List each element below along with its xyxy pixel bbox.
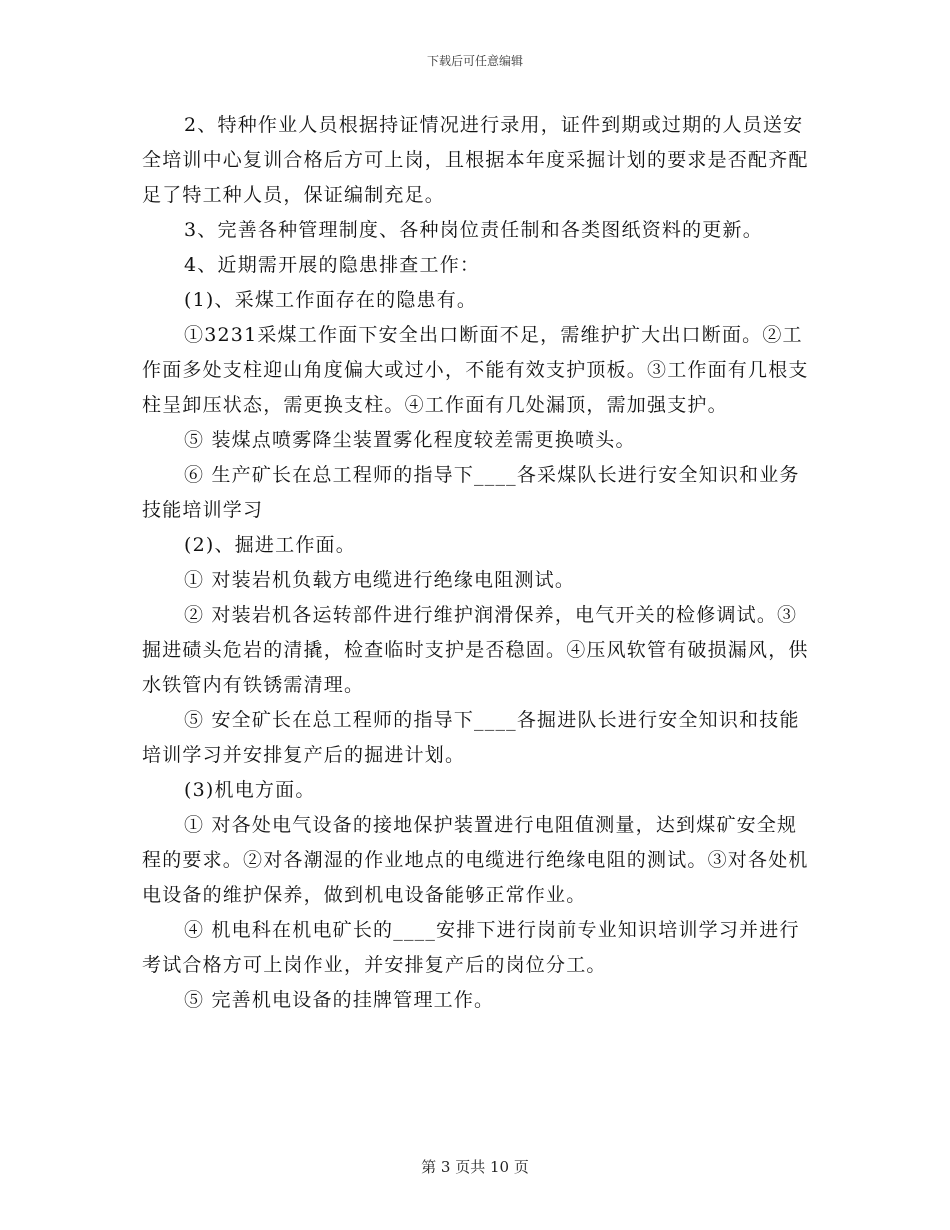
paragraph-electromechanical-training: ④ 机电科在机电矿长的____安排下进行岗前专业知识培训学习并进行考试合格方可上岗作业，并安排复产后的岗位分工。: [142, 919, 800, 976]
paragraph-safety-training: ⑤ 安全矿长在总工程师的指导下____各掘进队长进行安全知识和技能培训学习并安排复产后的掘进计划。: [142, 709, 800, 766]
paragraph-cable-testing: ① 对装岩机负载方电缆进行绝缘电阻测试。: [184, 569, 576, 591]
paragraph-mining-face-hazards: ①3231采煤工作面下安全出口断面不足，需维护扩大出口断面。②工作面多处支柱迎山角度偏大或过小，不能有效支护顶板。③工作面有几根支柱呈卸压状态，需更换支柱。④工作面有几处漏顶，需加强支护。: [142, 324, 809, 416]
paragraph-spray-device: ⑤ 装煤点喷雾降尘装置雾化程度较差需更换喷头。: [184, 429, 636, 451]
paragraph-management-systems: 3、完善各种管理制度、各种岗位责任制和各类图纸资料的更新。: [184, 219, 763, 241]
page-footer: 第 3 页共 10 页: [421, 1158, 529, 1176]
heading-electromechanical: (3)机电方面。: [184, 779, 316, 801]
page-header: 下载后可任意编辑: [426, 54, 523, 68]
paragraph-special-workers: 2、特种作业人员根据持证情况进行录用，证件到期或过期的人员送安全培训中心复训合格后方可上岗，且根据本年度采掘计划的要求是否配齐配足了特工种人员，保证编制充足。: [142, 114, 809, 206]
paragraph-loader-maintenance: ② 对装岩机各运转部件进行维护润滑保养，电气开关的检修调试。③掘进碛头危岩的清撬，检查临时支护是否稳固。④压风软管有破损漏风，供水铁管内有铁锈需清理。: [142, 604, 809, 696]
paragraph-production-training: ⑥ 生产矿长在总工程师的指导下____各采煤队长进行安全知识和业务技能培训学习: [142, 464, 800, 521]
paragraph-grounding-measurement: ① 对各处电气设备的接地保护装置进行电阻值测量，达到煤矿安全规程的要求。②对各潮湿的作业地点的电缆进行绝缘电阻的测试。③对各处机电设备的维护保养，做到机电设备能够正常作业。: [142, 814, 809, 906]
heading-tunneling-face: (2)、掘进工作面。: [184, 534, 356, 556]
document-body: [142, 108, 810, 1018]
paragraph-equipment-tagging: ⑤ 完善机电设备的挂牌管理工作。: [184, 989, 495, 1011]
paragraph-hazard-inspection: 4、近期需开展的隐患排查工作：: [184, 254, 481, 276]
heading-coal-mining-face: (1)、采煤工作面存在的隐患有。: [184, 289, 478, 311]
